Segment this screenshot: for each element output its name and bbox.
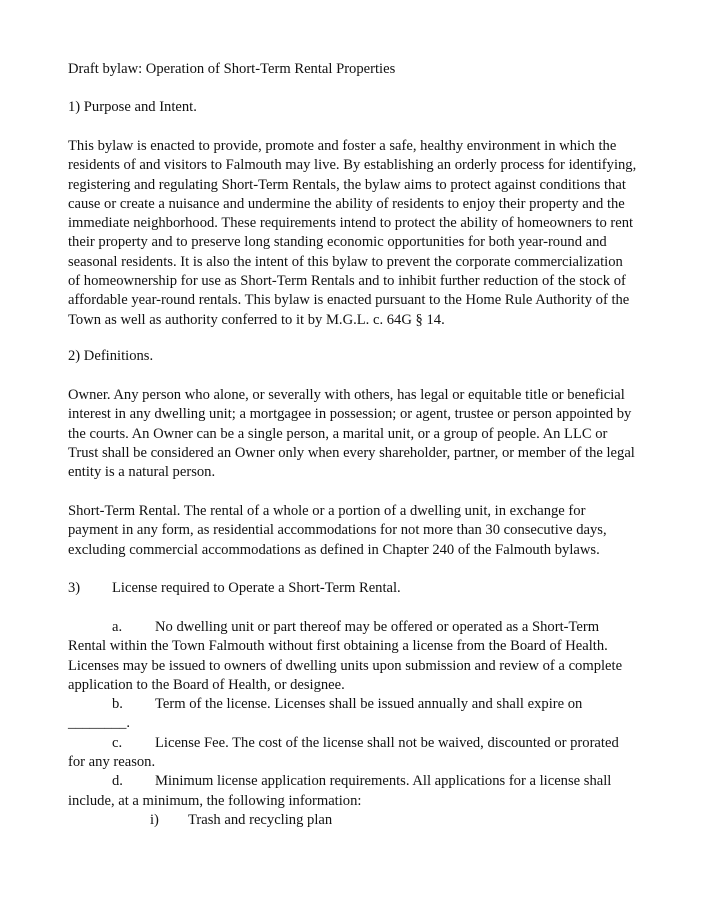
list-item-continuation: application to the Board of Health, or designee. bbox=[68, 676, 345, 693]
list-item-text: Term of the license. Licenses shall be issued annually and shall expire on bbox=[155, 696, 583, 713]
list-item-continuation: include, at a minimum, the following information: bbox=[68, 792, 362, 809]
paragraph-line: interest in any dwelling unit; a mortgagee in possession; or agent, trustee or person appointed by bbox=[68, 406, 632, 423]
paragraph-line: registering and regulating Short-Term Rentals, the bylaw aims to protect against conditions that bbox=[68, 176, 626, 193]
paragraph-line: Short-Term Rental. The rental of a whole or a portion of a dwelling unit, in exchange for bbox=[68, 503, 586, 519]
paragraph-line: Trust shall be considered an Owner only when every shareholder, partner, or member of the legal bbox=[68, 444, 635, 461]
list-item-b bbox=[68, 695, 622, 734]
section-1-heading bbox=[68, 98, 197, 117]
paragraph-line: residents of and visitors to Falmouth may live. By establishing an orderly process for identifying, bbox=[68, 157, 637, 174]
list-item-text: Minimum license application requirements. All applications for a license shall bbox=[155, 773, 612, 790]
sub-list-marker: i) bbox=[150, 811, 159, 828]
paragraph-line: their property and to preserve long standing economic opportunities for both year-round and bbox=[68, 234, 607, 251]
short-term-rental-definition bbox=[68, 502, 607, 560]
sub-item-i bbox=[68, 811, 622, 830]
title-text: Draft bylaw: Operation of Short-Term Rental Properties bbox=[68, 61, 396, 77]
paragraph-line: immediate neighborhood. These requirements intend to protect the ability of homeowners to rent bbox=[68, 215, 634, 232]
list-item-continuation: Rental within the Town Falmouth without first obtaining a license from the Board of Health. bbox=[68, 638, 608, 655]
paragraph-line: cause or create a nuisance and undermine the ability of residents to enjoy their property and the bbox=[68, 195, 625, 212]
list-item-text: License Fee. The cost of the license shall not be waived, discounted or prorated bbox=[155, 734, 619, 751]
paragraph-line: the courts. An Owner can be a single person, a marital unit, or a group of people. An LLC or bbox=[68, 425, 608, 442]
paragraph-line: entity is a natural person. bbox=[68, 464, 216, 481]
list-marker: d. bbox=[112, 773, 123, 790]
paragraph-line: payment in any form, as residential accommodations for not more than 30 consecutive days, bbox=[68, 522, 607, 539]
paragraph-line: This bylaw is enacted to provide, promote and foster a safe, healthy environment in which the bbox=[68, 138, 617, 154]
list-marker: b. bbox=[112, 696, 123, 713]
expiry-date-blank: ________. bbox=[68, 715, 131, 732]
list-item-continuation: Licenses may be issued to owners of dwelling units upon submission and review of a complete bbox=[68, 657, 623, 674]
list-marker: c. bbox=[112, 734, 123, 751]
list-item-text: No dwelling unit or part thereof may be offered or operated as a Short-Term bbox=[155, 619, 600, 635]
list-item-a bbox=[68, 618, 622, 695]
section-2-heading bbox=[68, 347, 153, 366]
paragraph-line: Owner. Any person who alone, or severally with others, has legal or equitable title or beneficial bbox=[68, 387, 625, 403]
list-item-continuation: for any reason. bbox=[68, 754, 156, 771]
section-heading-text: 2) Definitions. bbox=[68, 348, 154, 364]
paragraph-line: of homeownership for use as Short-Term Rentals and to inhibit further reduction of the stock of bbox=[68, 273, 626, 290]
paragraph-line: excluding commercial accommodations as defined in Chapter 240 of the Falmouth bylaws. bbox=[68, 541, 600, 558]
document-title bbox=[68, 60, 395, 79]
section-number: 3) bbox=[68, 580, 81, 596]
paragraph-line: affordable year-round rentals. This bylaw is enacted pursuant to the Home Rule Authority of the bbox=[68, 292, 630, 309]
license-requirements-list bbox=[68, 618, 622, 830]
paragraph-line: Town as well as authority conferred to it by M.G.L. c. 64G § 14. bbox=[68, 311, 445, 328]
section-heading-text: License required to Operate a Short-Term Rental. bbox=[112, 580, 401, 596]
list-item-d bbox=[68, 772, 622, 830]
sub-item-text: Trash and recycling plan bbox=[188, 811, 333, 828]
list-marker: a. bbox=[112, 619, 123, 635]
section-heading-text: 1) Purpose and Intent. bbox=[68, 99, 197, 115]
section-3-heading bbox=[68, 579, 401, 598]
paragraph-line: seasonal residents. It is also the intent of this bylaw to prevent the corporate commercialization bbox=[68, 253, 623, 270]
purpose-paragraph bbox=[68, 137, 636, 330]
list-item-c bbox=[68, 734, 622, 773]
owner-definition bbox=[68, 386, 635, 482]
